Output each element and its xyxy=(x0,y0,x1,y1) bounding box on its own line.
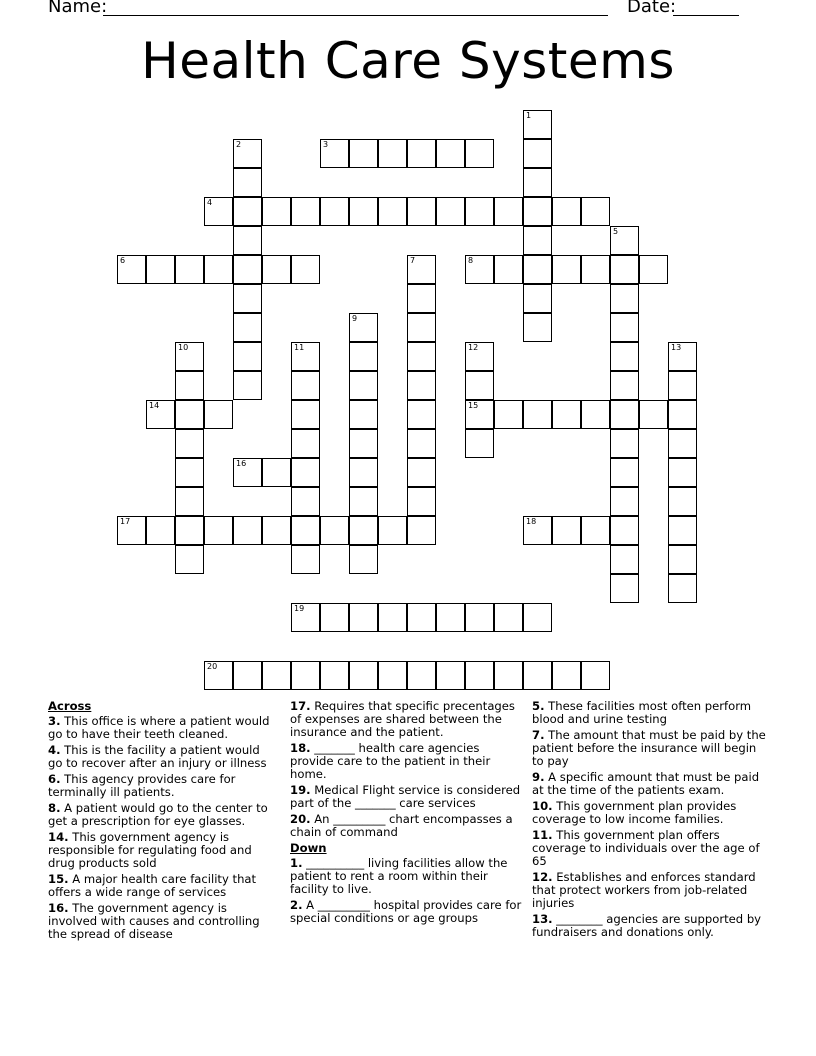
clue xyxy=(48,715,276,741)
clue-number: 12 xyxy=(468,343,479,352)
crossword-cell[interactable] xyxy=(610,371,639,400)
crossword-cell[interactable] xyxy=(233,168,262,197)
crossword-cell[interactable] xyxy=(494,603,523,632)
crossword-cell[interactable] xyxy=(523,168,552,197)
crossword-cell[interactable] xyxy=(349,139,378,168)
crossword-cell[interactable] xyxy=(407,661,436,690)
crossword-cell[interactable] xyxy=(320,603,349,632)
clue-number: 2 xyxy=(236,140,242,149)
crossword-cell[interactable] xyxy=(668,400,697,429)
date-label: Date: xyxy=(627,0,677,17)
clue-text: _______ health care agencies provide care to the patient in their home. xyxy=(290,741,491,781)
crossword-cell[interactable] xyxy=(204,197,233,226)
crossword-cell[interactable] xyxy=(668,487,697,516)
clue-text: This government plan offers coverage to individuals over the age of 65 xyxy=(532,828,760,868)
clue xyxy=(290,784,522,810)
clue-text: __________ living facilities allow the patient to rent a room within their facility to live. xyxy=(290,856,508,896)
crossword-cell[interactable] xyxy=(175,255,204,284)
crossword-cell[interactable] xyxy=(523,139,552,168)
crossword-cell[interactable] xyxy=(552,661,581,690)
crossword-cell[interactable] xyxy=(233,516,262,545)
clues-column-2 xyxy=(290,700,522,928)
crossword-cell[interactable] xyxy=(233,342,262,371)
crossword-cell[interactable] xyxy=(291,429,320,458)
crossword-cell[interactable] xyxy=(233,661,262,690)
crossword-cell[interactable] xyxy=(407,284,436,313)
clue xyxy=(532,729,768,768)
crossword-cell[interactable] xyxy=(552,400,581,429)
crossword-cell[interactable] xyxy=(494,400,523,429)
name-label: Name: xyxy=(48,0,108,17)
crossword-cell[interactable] xyxy=(349,661,378,690)
clue-text: A specific amount that must be paid at the time of the patients exam. xyxy=(532,770,760,797)
crossword-cell[interactable] xyxy=(349,545,378,574)
crossword-cell[interactable] xyxy=(610,255,639,284)
clue-number-label: 1. xyxy=(290,856,303,870)
crossword-cell[interactable] xyxy=(668,371,697,400)
crossword-cell[interactable] xyxy=(668,429,697,458)
crossword-cell[interactable] xyxy=(407,313,436,342)
crossword-cell[interactable] xyxy=(581,197,610,226)
clue-text: This is the facility a patient would go to recover after an injury or illness xyxy=(48,743,267,770)
crossword-cell[interactable] xyxy=(523,226,552,255)
clue-text: The amount that must be paid by the patient before the insurance will begin to pay xyxy=(532,728,766,768)
crossword-cell[interactable] xyxy=(407,487,436,516)
crossword-cell[interactable] xyxy=(610,400,639,429)
crossword-cell[interactable] xyxy=(146,516,175,545)
crossword-cell[interactable] xyxy=(407,429,436,458)
clue-text: Establishes and enforces standard that protect workers from job-related injuries xyxy=(532,870,756,910)
clue xyxy=(290,813,522,839)
crossword-cell[interactable] xyxy=(262,197,291,226)
clue-text: This agency provides care for terminally ill patients. xyxy=(48,772,236,799)
clue-number: 17 xyxy=(120,517,131,526)
crossword-cell[interactable] xyxy=(581,255,610,284)
crossword-cell[interactable] xyxy=(349,197,378,226)
clue-number-label: 10. xyxy=(532,799,553,813)
crossword-cell[interactable] xyxy=(407,516,436,545)
crossword-cell[interactable] xyxy=(523,400,552,429)
crossword-cell[interactable] xyxy=(552,255,581,284)
crossword-cell[interactable] xyxy=(262,458,291,487)
clue-text: Requires that specific precentages of expenses are shared between the insurance and the patient. xyxy=(290,699,515,739)
clue-number: 15 xyxy=(468,401,479,410)
crossword-cell[interactable] xyxy=(407,400,436,429)
crossword-cell[interactable] xyxy=(610,313,639,342)
crossword-cell[interactable] xyxy=(175,487,204,516)
crossword-cell[interactable] xyxy=(610,487,639,516)
crossword-cell[interactable] xyxy=(465,197,494,226)
clue-number: 14 xyxy=(149,401,160,410)
crossword-cell[interactable] xyxy=(523,661,552,690)
crossword-cell[interactable] xyxy=(204,255,233,284)
crossword-cell[interactable] xyxy=(610,284,639,313)
clue-number-label: 5. xyxy=(532,699,545,713)
clue xyxy=(532,913,768,939)
clue-number: 9 xyxy=(352,314,358,323)
crossword-cell[interactable] xyxy=(175,371,204,400)
crossword-cell[interactable] xyxy=(523,110,552,139)
clue-number: 5 xyxy=(613,227,619,236)
clue-number: 18 xyxy=(526,517,537,526)
crossword-cell[interactable] xyxy=(378,197,407,226)
clue-number: 8 xyxy=(468,256,474,265)
crossword-cell[interactable] xyxy=(349,429,378,458)
crossword-cell[interactable] xyxy=(581,516,610,545)
crossword-cell[interactable] xyxy=(610,226,639,255)
crossword-cell[interactable] xyxy=(494,255,523,284)
clue-number-label: 12. xyxy=(532,870,553,884)
crossword-cell[interactable] xyxy=(436,139,465,168)
crossword-cell[interactable] xyxy=(233,313,262,342)
clue-text: The government agency is involved with causes and controlling the spread of disease xyxy=(48,901,260,941)
crossword-cell[interactable] xyxy=(407,371,436,400)
crossword-cell[interactable] xyxy=(523,516,552,545)
crossword-cell[interactable] xyxy=(436,661,465,690)
crossword-cell[interactable] xyxy=(465,429,494,458)
clue-text: ________ agencies are supported by fundraisers and donations only. xyxy=(532,912,762,939)
crossword-cell[interactable] xyxy=(581,661,610,690)
clue-number-label: 13. xyxy=(532,912,553,926)
crossword-cell[interactable] xyxy=(465,342,494,371)
crossword-cell[interactable] xyxy=(523,284,552,313)
crossword-cell[interactable] xyxy=(291,603,320,632)
crossword-cell[interactable] xyxy=(320,661,349,690)
crossword-cell[interactable] xyxy=(378,661,407,690)
crossword-cell[interactable] xyxy=(378,516,407,545)
crossword-cell[interactable] xyxy=(523,255,552,284)
crossword-cell[interactable] xyxy=(610,545,639,574)
clue-number: 19 xyxy=(294,604,305,613)
crossword-cell[interactable] xyxy=(349,371,378,400)
clue xyxy=(532,800,768,826)
crossword-cell[interactable] xyxy=(233,284,262,313)
crossword-cell[interactable] xyxy=(291,545,320,574)
crossword-cell[interactable] xyxy=(320,516,349,545)
crossword-cell[interactable] xyxy=(262,255,291,284)
crossword-cell[interactable] xyxy=(233,197,262,226)
page-title: Health Care Systems xyxy=(141,32,675,90)
crossword-cell[interactable] xyxy=(668,545,697,574)
clue-text: This office is where a patient would go to have their teeth cleaned. xyxy=(48,714,270,741)
clue xyxy=(48,773,276,799)
crossword-cell[interactable] xyxy=(436,197,465,226)
clue-number-label: 14. xyxy=(48,830,69,844)
crossword-cell[interactable] xyxy=(465,400,494,429)
crossword-cell[interactable] xyxy=(204,661,233,690)
crossword-cell[interactable] xyxy=(581,400,610,429)
crossword-cell[interactable] xyxy=(610,458,639,487)
crossword-cell[interactable] xyxy=(291,197,320,226)
crossword-cell[interactable] xyxy=(465,255,494,284)
crossword-cell[interactable] xyxy=(407,197,436,226)
crossword-cell[interactable] xyxy=(668,516,697,545)
clue-text: A patient would go to the center to get a prescription for eye glasses. xyxy=(48,801,268,828)
crossword-cell[interactable] xyxy=(639,255,668,284)
clue xyxy=(48,831,276,870)
crossword-cell[interactable] xyxy=(291,400,320,429)
clue xyxy=(532,700,768,726)
crossword-cell[interactable] xyxy=(204,400,233,429)
crossword-cell[interactable] xyxy=(291,342,320,371)
crossword-cell[interactable] xyxy=(465,603,494,632)
crossword-cell[interactable] xyxy=(465,371,494,400)
crossword-cell[interactable] xyxy=(175,429,204,458)
clue-number: 11 xyxy=(294,343,305,352)
clue-number-label: 11. xyxy=(532,828,553,842)
crossword-cell[interactable] xyxy=(175,458,204,487)
clue xyxy=(532,871,768,910)
clue xyxy=(290,700,522,739)
crossword-cell[interactable] xyxy=(349,516,378,545)
crossword-cell[interactable] xyxy=(378,603,407,632)
clue xyxy=(48,902,276,941)
crossword-cell[interactable] xyxy=(494,661,523,690)
crossword-cell[interactable] xyxy=(320,139,349,168)
crossword-cell[interactable] xyxy=(610,342,639,371)
crossword-cell[interactable] xyxy=(117,516,146,545)
crossword-cell[interactable] xyxy=(349,342,378,371)
clue-number-label: 19. xyxy=(290,783,311,797)
crossword-cell[interactable] xyxy=(291,458,320,487)
crossword-cell[interactable] xyxy=(494,197,523,226)
crossword-cell[interactable] xyxy=(407,139,436,168)
clue-number: 3 xyxy=(323,140,329,149)
crossword-cell[interactable] xyxy=(349,458,378,487)
clue-number-label: 9. xyxy=(532,770,545,784)
crossword-cell[interactable] xyxy=(378,139,407,168)
crossword-cell[interactable] xyxy=(262,516,291,545)
crossword-cell[interactable] xyxy=(523,603,552,632)
clue-text: A major health care facility that offers a wide range of services xyxy=(48,872,257,899)
crossword-cell[interactable] xyxy=(552,516,581,545)
clue-number: 16 xyxy=(236,459,247,468)
crossword-cell[interactable] xyxy=(175,545,204,574)
clue-number-label: 15. xyxy=(48,872,69,886)
clue xyxy=(48,744,276,770)
clue-text: Medical Flight service is considered part of the _______ care services xyxy=(290,783,521,810)
crossword-cell[interactable] xyxy=(117,255,146,284)
crossword-cell[interactable] xyxy=(146,400,175,429)
clue-number-label: 20. xyxy=(290,812,311,826)
clue-text: An _________ chart encompasses a chain of command xyxy=(290,812,513,839)
clue-number-label: 18. xyxy=(290,741,311,755)
crossword-cell[interactable] xyxy=(291,516,320,545)
crossword-cell[interactable] xyxy=(291,255,320,284)
clues-column-3 xyxy=(532,700,768,942)
clue-number-label: 3. xyxy=(48,714,61,728)
crossword-cell[interactable] xyxy=(668,342,697,371)
crossword-cell[interactable] xyxy=(175,516,204,545)
clue xyxy=(290,742,522,781)
crossword-cell[interactable] xyxy=(291,487,320,516)
crossword-cell[interactable] xyxy=(407,342,436,371)
crossword-cell[interactable] xyxy=(349,313,378,342)
crossword-cell[interactable] xyxy=(610,516,639,545)
crossword-cell[interactable] xyxy=(523,197,552,226)
crossword-cell[interactable] xyxy=(407,255,436,284)
clue-text: These facilities most often perform blood and urine testing xyxy=(532,699,752,726)
crossword-cell[interactable] xyxy=(320,197,349,226)
clue-number-label: 16. xyxy=(48,901,69,915)
clue-text: This government plan provides coverage to low income families. xyxy=(532,799,737,826)
clue xyxy=(290,857,522,896)
clue-number: 13 xyxy=(671,343,682,352)
clue xyxy=(532,829,768,868)
crossword-cell[interactable] xyxy=(610,429,639,458)
crossword-cell[interactable] xyxy=(233,458,262,487)
clue-number: 1 xyxy=(526,111,532,120)
clues-column-1 xyxy=(48,700,276,944)
crossword-cell[interactable] xyxy=(552,197,581,226)
crossword-cell[interactable] xyxy=(291,371,320,400)
clue-text: A _________ hospital provides care for special conditions or age groups xyxy=(290,898,522,925)
crossword-cell[interactable] xyxy=(233,255,262,284)
clue-number: 6 xyxy=(120,256,126,265)
clue xyxy=(532,771,768,797)
crossword-cell[interactable] xyxy=(668,458,697,487)
clue-number: 20 xyxy=(207,662,218,671)
crossword-cell[interactable] xyxy=(291,661,320,690)
crossword-cell[interactable] xyxy=(175,342,204,371)
clue-number: 10 xyxy=(178,343,189,352)
crossword-cell[interactable] xyxy=(668,574,697,603)
crossword-cell[interactable] xyxy=(465,139,494,168)
crossword-cell[interactable] xyxy=(204,516,233,545)
crossword-cell[interactable] xyxy=(233,371,262,400)
clue-number-label: 17. xyxy=(290,699,311,713)
clue-number-label: 7. xyxy=(532,728,545,742)
clue xyxy=(48,802,276,828)
crossword-cell[interactable] xyxy=(262,661,291,690)
clue-text: This government agency is responsible for regulating food and drug products sold xyxy=(48,830,252,870)
crossword-cell[interactable] xyxy=(436,603,465,632)
crossword-cell[interactable] xyxy=(407,458,436,487)
crossword-cell[interactable] xyxy=(175,400,204,429)
crossword-cell[interactable] xyxy=(349,487,378,516)
crossword-cell[interactable] xyxy=(610,574,639,603)
clue-number-label: 8. xyxy=(48,801,61,815)
crossword-cell[interactable] xyxy=(146,255,175,284)
crossword-cell[interactable] xyxy=(349,400,378,429)
crossword-cell[interactable] xyxy=(233,139,262,168)
crossword-cell[interactable] xyxy=(465,661,494,690)
clue-number: 4 xyxy=(207,198,213,207)
clue xyxy=(48,873,276,899)
clue-number: 7 xyxy=(410,256,416,265)
crossword-cell[interactable] xyxy=(233,226,262,255)
crossword-cell[interactable] xyxy=(523,313,552,342)
clue-number-label: 2. xyxy=(290,898,303,912)
crossword-cell[interactable] xyxy=(639,400,668,429)
crossword-cell[interactable] xyxy=(349,603,378,632)
clue-number-label: 6. xyxy=(48,772,61,786)
crossword-cell[interactable] xyxy=(407,603,436,632)
across-heading: Across xyxy=(48,699,92,713)
clue xyxy=(290,899,522,925)
down-heading: Down xyxy=(290,841,327,855)
clue-number-label: 4. xyxy=(48,743,61,757)
